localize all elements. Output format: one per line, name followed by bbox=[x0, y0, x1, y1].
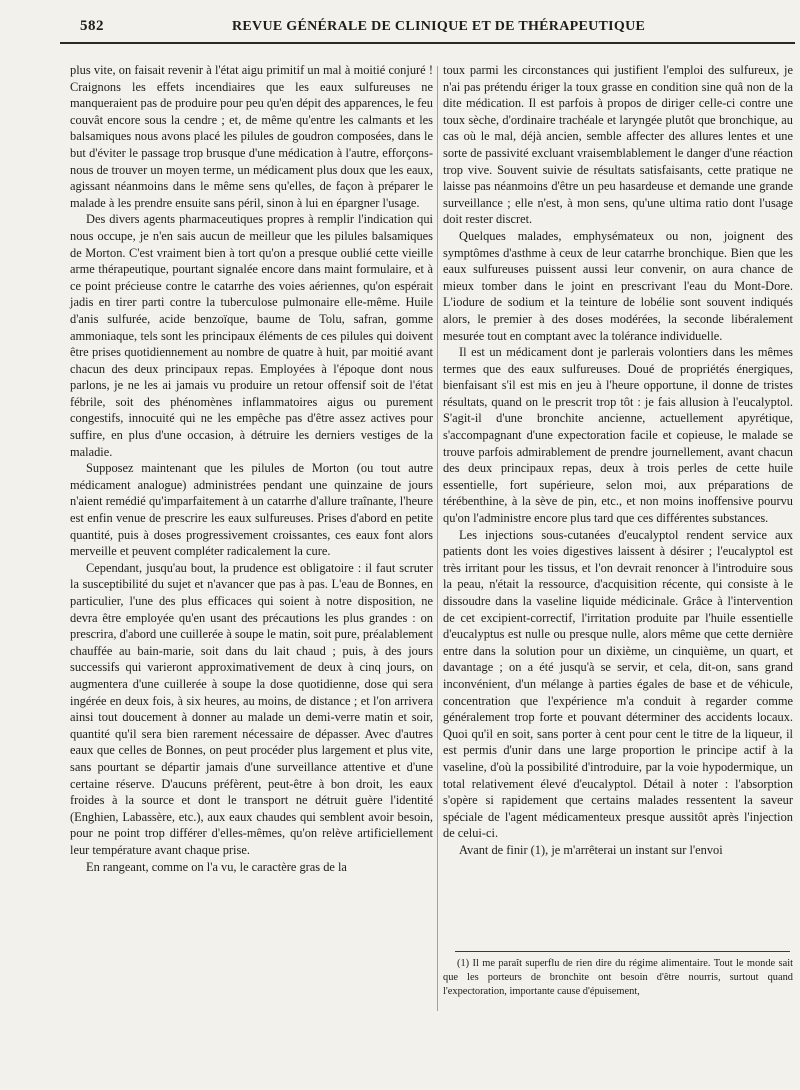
header-rule bbox=[60, 42, 795, 44]
paragraph: Supposez maintenant que les pilules de Morton (ou tout autre médicament analogue) administrées pendant une quinzaine de jours n'aient remédié qu'imparfaitement à un catarrhe d'allure traînante, l'heure est enfin venue de prescrire les eaux sulfureuses. Prises d'abord en petite quantité, puis à doses progressivement croissantes, ces eaux font alors merveille et peuvent compléter radicalement la cure. bbox=[70, 461, 433, 559]
paragraph: Les injections sous-cutanées d'eucalyptol rendent service aux patients dont les voies digestives laissent à désirer ; l'eucalyptol est très irritant pour les tissus, et l'on devrait renoncer à l'introduire sous la peau, n'était la ressource, d'acquisition récente, qui consiste à le dissoudre dans la vaseline liquide médicinale. Grâce à l'intervention de cet excipient-correctif, l'irritation produite par l'huile essentielle d'eucalyptus est nulle ou presque nulle, alors même que cette dernière entre dans la solution pour un dixième, un cinquième, un quart, et davantage ; on a été jusqu'à se servir, et cela, dit-on, sans grand inconvénient, d'un mélange à parties égales de base et de véhicule, concentration que l'expérience m'a conduit à regarder comme généralement trop forte et pouvant déterminer des accidents locaux. Quoi qu'il en soit, sans porter à cent pour cent le titre de la liqueur, il est permis d'unir dans une large proportion le principe actif à la vaseline, d'où la possibilité d'introduire, par la voie hypodermique, un total relativement élevé d'eucalyptol. Détail à noter : l'absorption s'opère si rapidement que certains malades ressentent la saveur spéciale de l'agent médicamenteux presque aussitôt après l'injection de celui-ci. bbox=[443, 527, 793, 841]
footnote: (1) Il me paraît superflu de rien dire du régime alimentaire. Tout le monde sait que les porteurs de bronchite ont besoin d'être nourris, surtout quand l'expectoration, importante cause d'épuisement, bbox=[443, 958, 793, 997]
left-column bbox=[70, 62, 433, 875]
page-number: 582 bbox=[80, 18, 104, 34]
column-divider bbox=[437, 66, 438, 1011]
paragraph: Des divers agents pharmaceutiques propres à remplir l'indication qui nous occupe, je n'en sais aucun de meilleur que les pilules balsamiques de Morton. C'est vraiment bien à tort qu'on a presque oublié cette vieille arme thérapeutique, pourtant signalée encore dans maint formulaire, et à ce point précieuse contre le catarrhe des voies aériennes, qu'on espérait jadis en tirer parti contre la tuberculose pulmonaire elle-même. Huile d'anis sulfurée, acide benzoïque, baume de Tolu, safran, gomme ammoniaque, tels sont les principaux éléments de ces pilules qui doivent être prises quotidiennement au nombre de quatre à huit, par moitié avant chacun des deux principaux repas. Employées à l'époque dont nous parlons, je ne les ai jamais vu produire un retour offensif soit de l'état fébrile, soit des phénomènes inflammatoires aigus ou purement congestifs, innocuité qui ne les empêche pas d'être assez actives pour suffire, en plus d'une occasion, à détruire les derniers vestiges de la maladie. bbox=[70, 212, 433, 459]
running-title: REVUE GÉNÉRALE DE CLINIQUE ET DE THÉRAPEUTIQUE bbox=[232, 19, 646, 34]
page-header bbox=[60, 18, 795, 40]
paragraph: plus vite, on faisait revenir à l'état aigu primitif un mal à moitié conjuré ! Craignons les effets incendiaires que les eaux sulfureuses ne manqueraient pas de produire pour peu qu'en dépit des apparences, le feu couvât encore sous la cendre ; et, de même qu'entre les calmants et les balsamiques nous avons placé les pilules de goudron composées, dans le but d'éviter le passage trop brusque d'une médication à l'autre, efforçons-nous de trouver un moyen terme, un médicament plus doux que les eaux, agissant néanmoins dans le même sens qu'elles, de façon à préparer le malade à les prendre ensuite sans péril, sinon à lui en épargner l'usage. bbox=[70, 63, 433, 210]
paragraph: En rangeant, comme on l'a vu, le caractère gras de la bbox=[86, 859, 347, 874]
paragraph: Cependant, jusqu'au bout, la prudence est obligatoire : il faut scruter la susceptibilité du sujet et n'avancer que pas à pas. L'eau de Bonnes, en particulier, l'une des plus efficaces qui soient à notre disposition, ne devra être employée qu'en usant des précautions les plus grandes : on prescrira, d'abord une cuillerée à soupe le matin, soit pure, préalablement chauffée au bain-marie, soit dans du lait chaud ; puis, à des jours successifs qui varieront approximativement de deux à cinq jours, on augmentera d'une cuillerée à soupe la dose quotidienne, dose qui sera ingérée en deux fois, à six heures, au moins, de distance ; et l'on arrivera ainsi tout doucement à donner au malade un demi-verre matin et soir, quantité qu'il sera bien rarement nécessaire de dépasser. Avec d'autres eaux que celles de Bonnes, on peut procéder plus largement et plus vite, sans pourtant se départir jamais d'une surveillance attentive et d'une certaine réserve. D'aucuns préfèrent, peut-être à bon droit, les eaux froides à la source et dont le transport ne détruit guère l'identité (Enghien, Labassère, etc.), aux eaux chaudes qui semblent avoir besoin, pour ne point trop différer d'elles-mêmes, qu'on relève artificiellement leur température avant chaque prise. bbox=[70, 560, 433, 857]
footnote-rule bbox=[455, 951, 790, 952]
paragraph: Quelques malades, emphysémateux ou non, joignent des symptômes d'asthme à ceux de leur catarrhe bronchique. Bien que les eaux sulfureuses puissent aussi leur convenir, on aura chance de mieux tomber dans le joint en prescrivant l'eau du Mont-Dore. L'iodure de sodium et la teinture de lobélie sont souvent indiqués alors, le premier à des doses modérées, la seconde libéralement mesurée tout en comptant avec la tolérance individuelle. bbox=[443, 228, 793, 343]
right-column bbox=[443, 62, 793, 859]
paragraph: toux parmi les circonstances qui justifient l'emploi des sulfureux, je n'ai pas prétendu ériger la toux grasse en condition sine quâ non de la dite médication. Il est parfois à propos de diriger celle-ci contre une toux sèche, d'ordinaire trachéale et laryngée plutôt que bronchique, au cas où le mal, déjà ancien, semble affecter des allures lentes et une sorte de passivité excluant vraisemblablement le danger d'une réaction trop vive. Souvent suivie de résultats satisfaisants, cette pratique ne laisse pas néanmoins d'être un peu hasardeuse et demande une grande surveillance ; elle n'est, à mon sens, qu'une ultima ratio dont l'usage doit rester discret. bbox=[443, 63, 793, 227]
paragraph: Il est un médicament dont je parlerais volontiers dans les mêmes termes que des eaux sulfureuses. Doué de propriétés énergiques, bienfaisant s'il est mis en jeu à l'heure opportune, il donne de tristes résultats, quand on le prescrit trop tôt : je fais allusion à l'eucalyptol. S'agit-il d'une bronchite ancienne, actuellement apyrétique, s'accompagnant d'une expectoration facile et copieuse, le malade se trouve parfois admirablement de prendre journellement, avant chacun des deux principaux repas, deux à trois perles de cette huile essentielle, fort supérieure, selon moi, aux préparations de térébenthine, à la sève de pin, etc., et non moins inoffensive pourvu qu'on l'administre encore plus tard que ces différentes substances. bbox=[443, 345, 793, 526]
paragraph: Avant de finir (1), je m'arrêterai un instant sur l'envoi bbox=[459, 842, 723, 857]
